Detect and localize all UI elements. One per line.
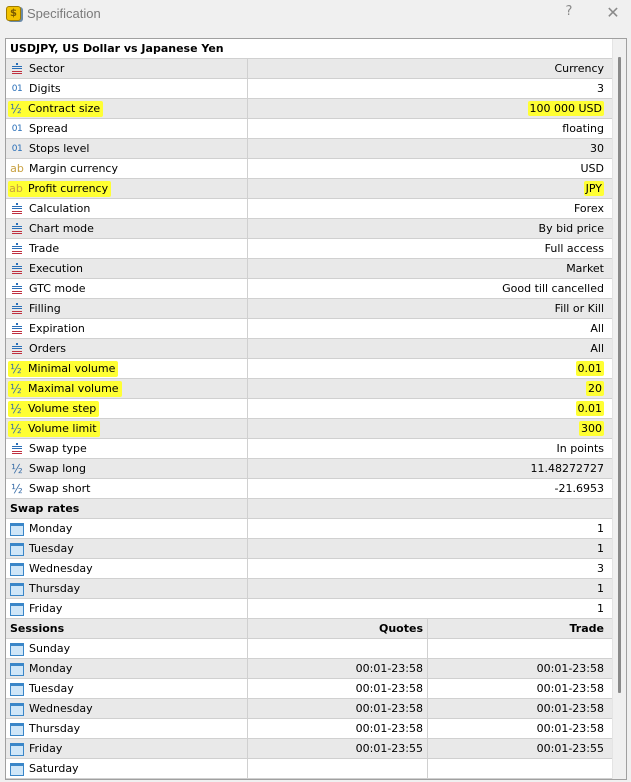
property-name-cell bbox=[6, 99, 248, 118]
property-row[interactable] bbox=[6, 299, 612, 319]
property-name-cell bbox=[6, 199, 248, 218]
property-value: 11.48272727 bbox=[530, 462, 604, 475]
property-value: 300 bbox=[581, 422, 602, 435]
help-button[interactable]: ? bbox=[565, 4, 573, 19]
swap-value-cell bbox=[248, 599, 612, 618]
session-quotes: 00:01-23:58 bbox=[248, 679, 428, 698]
property-name-cell bbox=[6, 479, 248, 498]
fraction-icon: ½ bbox=[10, 101, 22, 116]
property-value: 0.01 bbox=[577, 362, 602, 375]
swap-rate-row[interactable] bbox=[6, 519, 612, 539]
property-value-cell bbox=[248, 459, 612, 478]
swap-day-cell bbox=[6, 579, 248, 598]
property-value-cell bbox=[248, 139, 612, 158]
session-day-cell bbox=[6, 699, 248, 718]
swap-value: 1 bbox=[597, 542, 604, 555]
property-value: All bbox=[590, 322, 604, 335]
swap-day-cell bbox=[6, 539, 248, 558]
property-name: Volume limit bbox=[28, 422, 97, 435]
property-value: By bid price bbox=[538, 222, 604, 235]
string-icon: ab bbox=[10, 161, 24, 175]
property-name-cell bbox=[6, 219, 248, 238]
session-row[interactable] bbox=[6, 759, 612, 779]
session-day-cell bbox=[6, 739, 248, 758]
property-row[interactable] bbox=[6, 339, 612, 359]
session-day: Wednesday bbox=[29, 702, 93, 715]
enum-icon bbox=[10, 262, 24, 276]
property-row[interactable] bbox=[6, 199, 612, 219]
sessions-header: Sessions bbox=[6, 619, 248, 638]
property-row[interactable] bbox=[6, 119, 612, 139]
swap-day: Thursday bbox=[29, 582, 81, 595]
property-value-cell bbox=[248, 99, 612, 118]
property-value-cell bbox=[248, 199, 612, 218]
property-value: Good till cancelled bbox=[502, 282, 604, 295]
property-name-cell bbox=[6, 439, 248, 458]
dollar-icon: $ bbox=[6, 6, 21, 21]
session-day: Tuesday bbox=[29, 682, 74, 695]
integer-icon: 01 bbox=[11, 83, 23, 94]
property-name-cell bbox=[6, 399, 248, 418]
calendar-icon bbox=[10, 703, 24, 716]
property-value-cell bbox=[248, 79, 612, 98]
property-name: Expiration bbox=[29, 322, 85, 335]
property-row[interactable] bbox=[6, 319, 612, 339]
swap-rates-header-row bbox=[6, 499, 612, 519]
sessions-header-row bbox=[6, 619, 612, 639]
property-row[interactable] bbox=[6, 219, 612, 239]
swap-value-cell bbox=[248, 559, 612, 578]
swap-rate-row[interactable] bbox=[6, 579, 612, 599]
property-value: Market bbox=[566, 262, 604, 275]
swap-day: Tuesday bbox=[29, 542, 74, 555]
property-row[interactable] bbox=[6, 279, 612, 299]
property-row[interactable] bbox=[6, 359, 612, 379]
calendar-icon bbox=[10, 663, 24, 676]
property-value-cell bbox=[248, 179, 612, 198]
property-name-cell bbox=[6, 459, 248, 478]
swap-day: Wednesday bbox=[29, 562, 93, 575]
property-name: GTC mode bbox=[29, 282, 86, 295]
calendar-icon bbox=[10, 743, 24, 756]
calendar-icon bbox=[10, 543, 24, 556]
property-name: Volume step bbox=[28, 402, 97, 415]
session-trade: 00:01-23:58 bbox=[536, 702, 604, 715]
session-day-cell bbox=[6, 639, 248, 658]
property-name-cell bbox=[6, 79, 248, 98]
property-value-cell bbox=[248, 339, 612, 358]
property-name-cell bbox=[6, 379, 248, 398]
fraction-icon: ½ bbox=[10, 401, 22, 416]
swap-value: 3 bbox=[597, 562, 604, 575]
session-quotes: 00:01-23:58 bbox=[248, 719, 428, 738]
session-day-cell bbox=[6, 759, 248, 778]
property-value-cell bbox=[248, 379, 612, 398]
swap-rate-row[interactable] bbox=[6, 599, 612, 619]
property-name: Chart mode bbox=[29, 222, 94, 235]
property-value-cell bbox=[248, 259, 612, 278]
property-value: -21.6953 bbox=[554, 482, 604, 495]
property-value: JPY bbox=[585, 182, 602, 195]
property-name-cell bbox=[6, 179, 248, 198]
property-value-cell bbox=[248, 279, 612, 298]
property-value-cell bbox=[248, 239, 612, 258]
property-value-cell bbox=[248, 359, 612, 378]
property-row[interactable] bbox=[6, 239, 612, 259]
property-name-cell bbox=[6, 59, 248, 78]
property-value-cell bbox=[248, 119, 612, 138]
session-day-cell bbox=[6, 679, 248, 698]
property-name-cell bbox=[6, 319, 248, 338]
property-value: In points bbox=[556, 442, 604, 455]
swap-day: Friday bbox=[29, 602, 63, 615]
enum-icon bbox=[10, 342, 24, 356]
property-name: Swap type bbox=[29, 442, 87, 455]
swap-day-cell bbox=[6, 559, 248, 578]
calendar-icon bbox=[10, 603, 24, 616]
session-trade: 00:01-23:58 bbox=[536, 662, 604, 675]
property-value-cell bbox=[248, 219, 612, 238]
swap-value-cell bbox=[248, 539, 612, 558]
session-quotes bbox=[248, 639, 428, 658]
enum-icon bbox=[10, 222, 24, 236]
property-name: Swap long bbox=[29, 462, 86, 475]
session-day: Friday bbox=[29, 742, 63, 755]
property-name-cell bbox=[6, 279, 248, 298]
symbol-title-row bbox=[6, 39, 612, 59]
property-name: Profit currency bbox=[28, 182, 109, 195]
property-name: Calculation bbox=[29, 202, 91, 215]
property-name-cell bbox=[6, 339, 248, 358]
property-value: 100 000 USD bbox=[529, 102, 602, 115]
fraction-icon: ½ bbox=[11, 461, 23, 476]
property-name: Trade bbox=[29, 242, 60, 255]
session-row[interactable] bbox=[6, 719, 612, 739]
session-quotes: 00:01-23:58 bbox=[248, 659, 428, 678]
enum-icon bbox=[10, 282, 24, 296]
enum-icon bbox=[10, 242, 24, 256]
calendar-icon bbox=[10, 683, 24, 696]
property-row[interactable] bbox=[6, 59, 612, 79]
property-row[interactable] bbox=[6, 479, 612, 499]
session-row[interactable] bbox=[6, 699, 612, 719]
property-value: Forex bbox=[573, 202, 604, 215]
property-row[interactable] bbox=[6, 159, 612, 179]
session-day: Monday bbox=[29, 662, 73, 675]
calendar-icon bbox=[10, 523, 24, 536]
property-value: 3 bbox=[597, 82, 604, 95]
property-value-cell bbox=[248, 439, 612, 458]
property-row[interactable] bbox=[6, 79, 612, 99]
session-trade: 00:01-23:55 bbox=[536, 742, 604, 755]
session-trade: 00:01-23:58 bbox=[536, 722, 604, 735]
property-name-cell bbox=[6, 299, 248, 318]
property-name-cell bbox=[6, 139, 248, 158]
property-name-cell bbox=[6, 359, 248, 378]
property-row[interactable] bbox=[6, 459, 612, 479]
property-row[interactable] bbox=[6, 99, 612, 119]
property-value: 30 bbox=[590, 142, 604, 155]
session-row[interactable] bbox=[6, 739, 612, 759]
property-row[interactable] bbox=[6, 259, 612, 279]
swap-rate-row[interactable] bbox=[6, 559, 612, 579]
enum-icon bbox=[10, 322, 24, 336]
property-value: 0.01 bbox=[577, 402, 602, 415]
property-name-cell bbox=[6, 419, 248, 438]
property-row[interactable] bbox=[6, 439, 612, 459]
property-name-cell bbox=[6, 259, 248, 278]
close-button[interactable]: ✕ bbox=[606, 3, 620, 22]
property-name: Spread bbox=[29, 122, 68, 135]
integer-icon: 01 bbox=[11, 123, 23, 134]
swap-rates-header: Swap rates bbox=[6, 499, 248, 518]
property-name: Digits bbox=[29, 82, 61, 95]
property-value-cell bbox=[248, 399, 612, 418]
property-name-cell bbox=[6, 119, 248, 138]
property-value-cell bbox=[248, 159, 612, 178]
property-name: Swap short bbox=[29, 482, 91, 495]
session-day-cell bbox=[6, 719, 248, 738]
swap-value-cell bbox=[248, 519, 612, 538]
property-name: Margin currency bbox=[29, 162, 118, 175]
trade-header: Trade bbox=[569, 622, 604, 635]
swap-rate-row[interactable] bbox=[6, 539, 612, 559]
session-row[interactable] bbox=[6, 639, 612, 659]
session-day: Sunday bbox=[29, 642, 71, 655]
property-value: Fill or Kill bbox=[554, 302, 604, 315]
fraction-icon: ½ bbox=[10, 361, 22, 376]
calendar-icon bbox=[10, 563, 24, 576]
specification-table bbox=[6, 39, 612, 779]
property-name: Minimal volume bbox=[28, 362, 116, 375]
integer-icon: 01 bbox=[11, 143, 23, 154]
fraction-icon: ½ bbox=[11, 481, 23, 496]
property-name: Contract size bbox=[28, 102, 101, 115]
property-row[interactable] bbox=[6, 419, 612, 439]
title-bar bbox=[0, 0, 631, 30]
property-value: Currency bbox=[554, 62, 604, 75]
session-quotes: 00:01-23:55 bbox=[248, 739, 428, 758]
property-name: Filling bbox=[29, 302, 61, 315]
session-quotes: 00:01-23:58 bbox=[248, 699, 428, 718]
enum-icon bbox=[10, 442, 24, 456]
session-trade: 00:01-23:58 bbox=[536, 682, 604, 695]
session-day: Thursday bbox=[29, 722, 81, 735]
property-row[interactable] bbox=[6, 399, 612, 419]
calendar-icon bbox=[10, 763, 24, 776]
property-value-cell bbox=[248, 319, 612, 338]
property-value: Full access bbox=[544, 242, 604, 255]
property-value-cell bbox=[248, 479, 612, 498]
swap-value-cell bbox=[248, 579, 612, 598]
property-name: Stops level bbox=[29, 142, 90, 155]
property-row[interactable] bbox=[6, 379, 612, 399]
fraction-icon: ½ bbox=[10, 381, 22, 396]
string-icon: ab bbox=[9, 181, 23, 195]
session-trade bbox=[428, 639, 612, 658]
property-name: Orders bbox=[29, 342, 66, 355]
property-row[interactable] bbox=[6, 139, 612, 159]
session-day-cell bbox=[6, 659, 248, 678]
swap-day-cell bbox=[6, 599, 248, 618]
enum-icon bbox=[10, 62, 24, 76]
quotes-header: Quotes bbox=[248, 619, 428, 638]
fraction-icon: ½ bbox=[10, 421, 22, 436]
swap-day: Monday bbox=[29, 522, 73, 535]
vertical-scrollbar[interactable] bbox=[612, 39, 627, 779]
enum-icon bbox=[10, 302, 24, 316]
property-value: USD bbox=[580, 162, 604, 175]
calendar-icon bbox=[10, 643, 24, 656]
symbol-title: USDJPY, US Dollar vs Japanese Yen bbox=[10, 42, 224, 55]
property-name-cell bbox=[6, 159, 248, 178]
property-value: 20 bbox=[588, 382, 602, 395]
session-trade bbox=[428, 759, 612, 778]
property-name: Execution bbox=[29, 262, 83, 275]
swap-value: 1 bbox=[597, 522, 604, 535]
property-value: All bbox=[590, 342, 604, 355]
session-quotes bbox=[248, 759, 428, 778]
session-day: Saturday bbox=[29, 762, 79, 775]
property-value: floating bbox=[562, 122, 604, 135]
scrollbar-thumb[interactable] bbox=[618, 57, 621, 693]
property-row[interactable] bbox=[6, 179, 612, 199]
property-value-cell bbox=[248, 299, 612, 318]
property-name: Maximal volume bbox=[28, 382, 119, 395]
specification-panel bbox=[5, 38, 627, 780]
swap-value: 1 bbox=[597, 602, 604, 615]
enum-icon bbox=[10, 202, 24, 216]
calendar-icon bbox=[10, 583, 24, 596]
calendar-icon bbox=[10, 723, 24, 736]
property-name: Sector bbox=[29, 62, 65, 75]
session-row[interactable] bbox=[6, 679, 612, 699]
swap-day-cell bbox=[6, 519, 248, 538]
swap-value: 1 bbox=[597, 582, 604, 595]
property-value-cell bbox=[248, 59, 612, 78]
session-row[interactable] bbox=[6, 659, 612, 679]
property-name-cell bbox=[6, 239, 248, 258]
window-title: Specification bbox=[27, 6, 101, 21]
property-value-cell bbox=[248, 419, 612, 438]
